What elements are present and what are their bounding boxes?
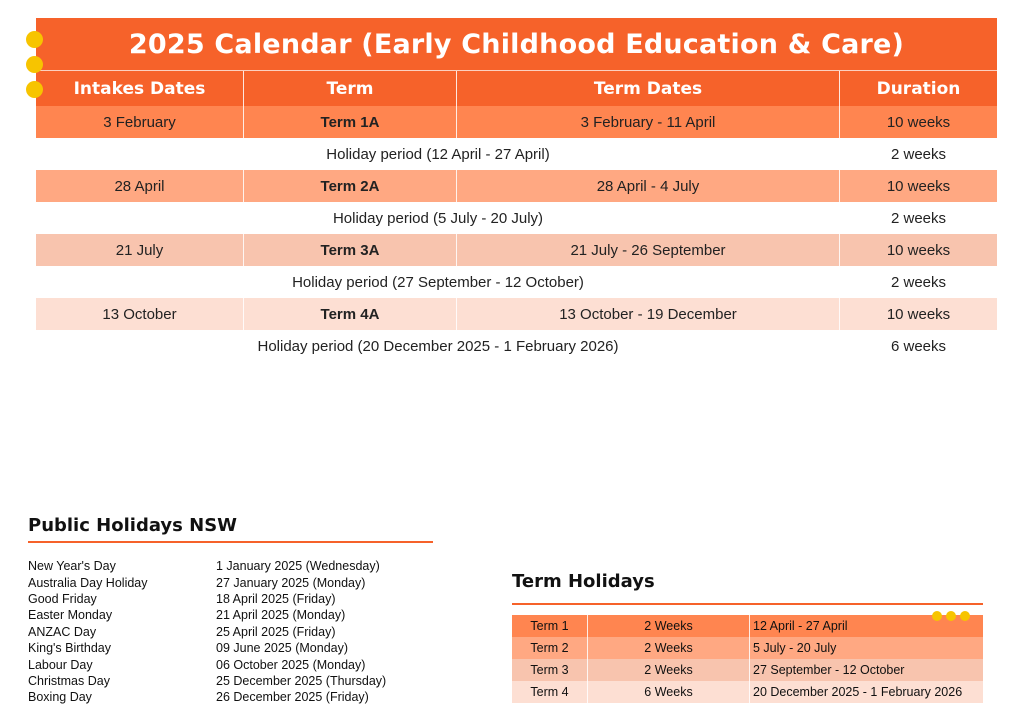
term-label: Term 4 — [512, 681, 588, 703]
holiday-period: Holiday period (27 September - 12 October) — [292, 273, 584, 291]
holiday-length: 2 Weeks — [588, 659, 750, 681]
holiday-dates: 12 April - 27 April — [753, 619, 848, 633]
term-holidays-table — [512, 615, 983, 703]
term-label: Term 1 — [512, 615, 588, 637]
term-row-2 — [36, 170, 997, 202]
term-row-3 — [36, 234, 997, 266]
list-item — [28, 673, 433, 689]
term-duration: 10 weeks — [886, 241, 951, 259]
holiday-name: Easter Monday — [28, 608, 113, 623]
holiday-date: 25 April 2025 (Friday) — [216, 624, 336, 639]
table-row — [512, 637, 983, 659]
holiday-name: King's Birthday — [28, 641, 111, 656]
holiday-row-3 — [36, 266, 997, 298]
term-duration: 10 weeks — [886, 305, 951, 323]
decorative-dot-icon — [26, 81, 43, 98]
holiday-duration: 6 weeks — [890, 337, 947, 355]
holiday-period: Holiday period (5 July - 20 July) — [332, 209, 544, 227]
holiday-name: New Year's Day — [28, 559, 116, 574]
holiday-name: Christmas Day — [28, 673, 110, 688]
holiday-name: Australia Day Holiday — [28, 575, 148, 590]
holiday-length: 2 Weeks — [588, 637, 750, 659]
holiday-row-2 — [36, 202, 997, 234]
decorative-dot-icon — [932, 611, 942, 621]
public-holidays-list — [28, 558, 433, 706]
list-item — [28, 656, 433, 672]
term-name: Term 2A — [244, 170, 457, 202]
public-holidays-section — [28, 515, 433, 706]
list-item — [28, 574, 433, 590]
holiday-duration: 2 weeks — [890, 209, 947, 227]
table-row — [512, 681, 983, 703]
holiday-date: 21 April 2025 (Monday) — [216, 608, 346, 623]
term-dates: 21 July - 26 September — [457, 234, 840, 266]
holiday-date: 27 January 2025 (Monday) — [216, 575, 366, 590]
list-item — [28, 607, 433, 623]
list-item — [28, 591, 433, 607]
holiday-duration: 2 weeks — [890, 273, 947, 291]
holiday-date: 26 December 2025 (Friday) — [216, 690, 369, 705]
decorative-dot-icon — [946, 611, 956, 621]
intake-date: 21 July — [36, 234, 244, 266]
term-duration: 10 weeks — [886, 113, 951, 131]
holiday-length: 6 Weeks — [588, 681, 750, 703]
term-label: Term 3 — [512, 659, 588, 681]
holiday-date: 18 April 2025 (Friday) — [216, 591, 336, 606]
table-row — [512, 615, 983, 637]
term-name: Term 4A — [244, 298, 457, 330]
list-item — [28, 640, 433, 656]
list-item — [28, 689, 433, 705]
holiday-row-4 — [36, 330, 997, 362]
intake-date: 3 February — [36, 106, 244, 138]
header-duration: Duration — [876, 78, 961, 99]
list-item — [28, 624, 433, 640]
holiday-period: Holiday period (12 April - 27 April) — [326, 145, 550, 163]
term-row-4 — [36, 298, 997, 330]
holiday-length: 2 Weeks — [588, 615, 750, 637]
header-intakes-dates: Intakes Dates — [36, 71, 244, 106]
term-row-1 — [36, 106, 997, 138]
holiday-name: Good Friday — [28, 591, 97, 606]
term-label: Term 2 — [512, 637, 588, 659]
holiday-row-1 — [36, 138, 997, 170]
term-dates: 3 February - 11 April — [457, 106, 840, 138]
holiday-period: Holiday period (20 December 2025 - 1 February 2026) — [257, 337, 619, 355]
intake-date: 13 October — [36, 298, 244, 330]
calendar-header-row — [36, 70, 997, 106]
holiday-duration: 2 weeks — [890, 145, 947, 163]
section-divider — [28, 541, 433, 543]
holiday-name: Boxing Day — [28, 690, 92, 705]
term-name: Term 1A — [244, 106, 457, 138]
holiday-dates: 5 July - 20 July — [753, 641, 837, 655]
header-term: Term — [244, 71, 457, 106]
term-holidays-title: Term Holidays — [512, 571, 655, 592]
calendar-table — [36, 18, 997, 362]
term-dates: 28 April - 4 July — [457, 170, 840, 202]
list-item — [28, 558, 433, 574]
holiday-date: 06 October 2025 (Monday) — [216, 657, 366, 672]
calendar-title: 2025 Calendar (Early Childhood Education & Care) — [36, 18, 997, 70]
public-holidays-title: Public Holidays NSW — [28, 515, 238, 536]
decorative-dot-icon — [960, 611, 970, 621]
holiday-dates: 20 December 2025 - 1 February 2026 — [753, 685, 963, 699]
term-dates: 13 October - 19 December — [457, 298, 840, 330]
decorative-dot-icon — [26, 31, 43, 48]
holiday-date: 1 January 2025 (Wednesday) — [216, 559, 380, 574]
term-duration: 10 weeks — [886, 177, 951, 195]
holiday-dates: 27 September - 12 October — [753, 663, 905, 677]
holiday-date: 25 December 2025 (Thursday) — [216, 673, 387, 688]
intake-date: 28 April — [36, 170, 244, 202]
table-row — [512, 659, 983, 681]
term-name: Term 3A — [244, 234, 457, 266]
holiday-date: 09 June 2025 (Monday) — [216, 641, 349, 656]
section-divider — [512, 603, 983, 605]
holiday-name: Labour Day — [28, 657, 93, 672]
decorative-dot-icon — [26, 56, 43, 73]
holiday-name: ANZAC Day — [28, 624, 97, 639]
term-holidays-section — [512, 571, 983, 703]
header-term-dates: Term Dates — [457, 71, 840, 106]
